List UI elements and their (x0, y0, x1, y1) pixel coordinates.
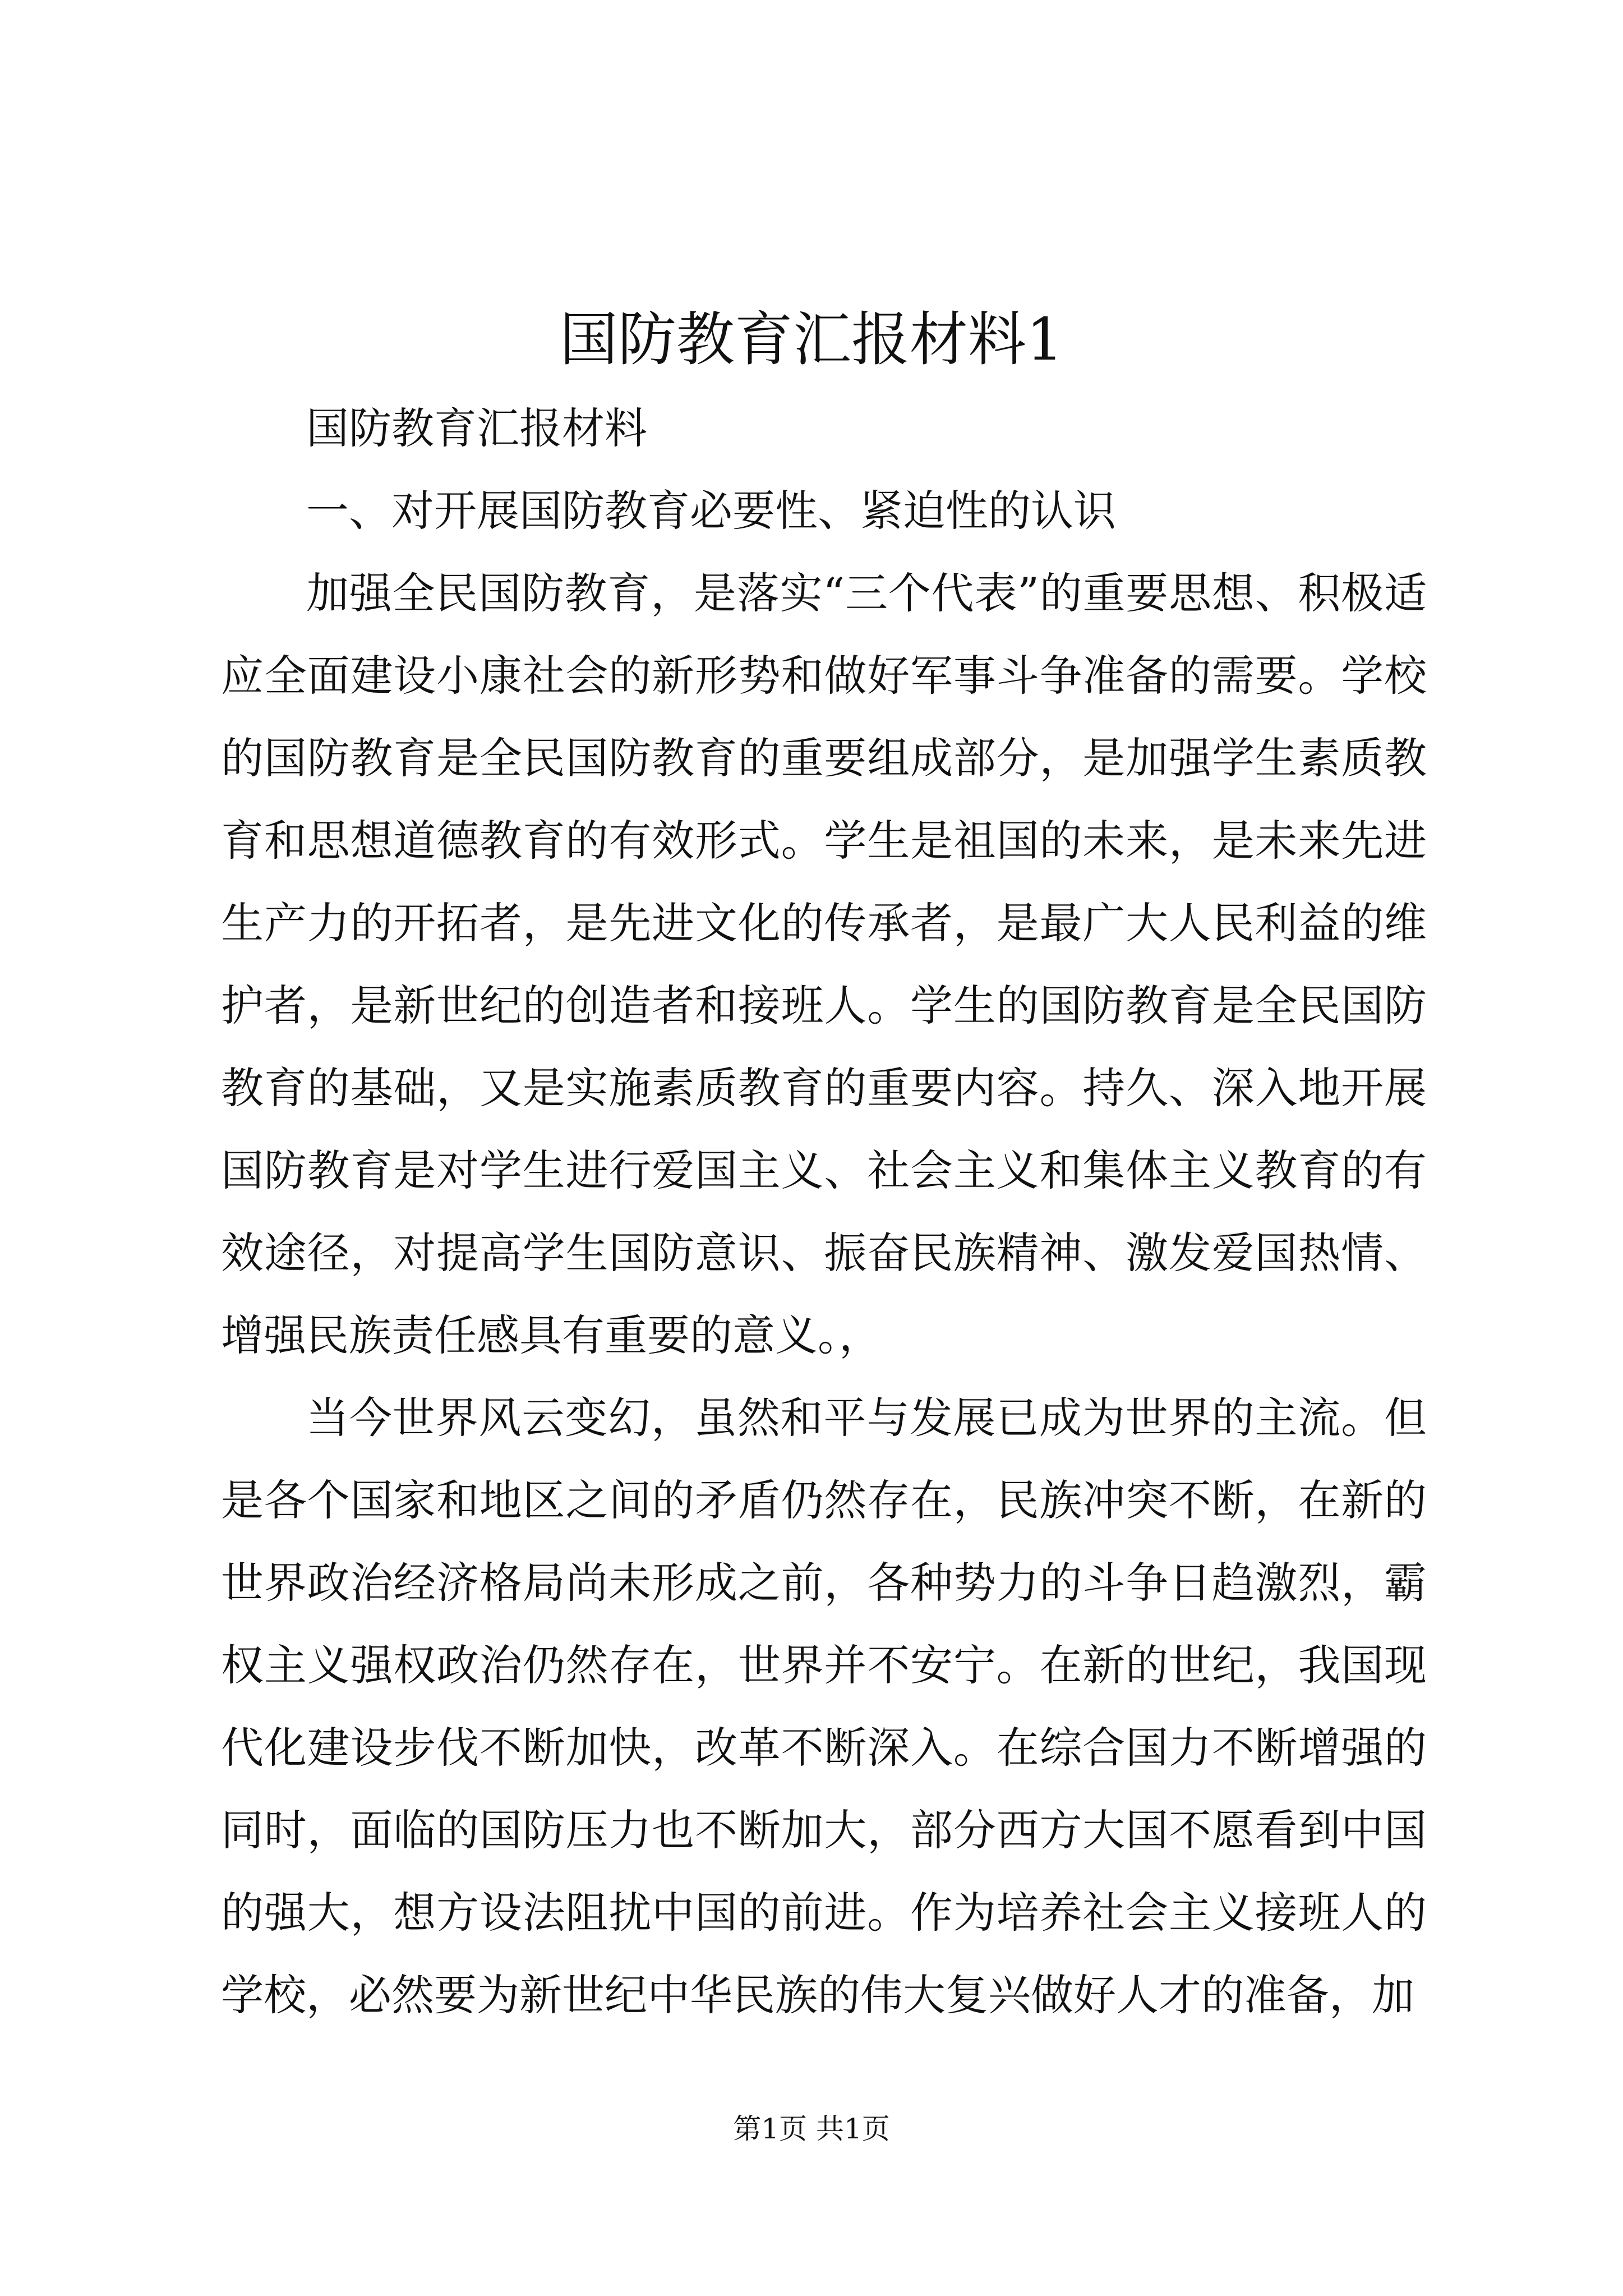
body-paragraph: 当今世界风云变幻，虽然和平与发展已成为世界的主流。但是各个国家和地区之间的矛盾仍然存在，民族冲突不断，在新的世界政治经济格局尚未形成之前，各种势力的斗争日趋激烈，霸权主义强权政治仍然存在，世界并不安宁。在新的世纪，我国现代化建设步伐不断加快，改革不断深入。在综合国力不断增强的同时，面临的国防压力也不断加大，部分西方大国不愿看到中国的强大，想方设法阻扰中国的前进。作为培养社会主义接班人的学校，必然要为新世纪中华民族的伟大复兴做好人才的准备，加 (221, 1393, 1427, 2020)
subtitle-paragraph: 国防教育汇报材料 (306, 403, 647, 453)
document-body (221, 387, 1427, 2036)
page-footer: 第1页 共1页 (733, 2113, 890, 2145)
document-title: 国防教育汇报材料1 (559, 305, 1064, 374)
section-heading: 一、对开展国防教育必要性、紧迫性的认识 (306, 486, 1116, 536)
body-paragraph: 加强全民国防教育，是落实“三个代表”的重要思想、积极适应全面建设小康社会的新形势和做好军事斗争准备的需要。学校的国防教育是全民国防教育的重要组成部分，是加强学生素质教育和思想道德教育的有效形式。学生是祖国的未来，是未来先进生产力的开拓者，是先进文化的传承者，是最广大人民利益的维护者，是新世纪的创造者和接班人。学生的国防教育是全民国防教育的基础，又是实施素质教育的重要内容。持久、深入地开展国防教育是对学生进行爱国主义、社会主义和集体主义教育的有效途径，对提高学生国防意识、振奋民族精神、激发爱国热情、增强民族责任感具有重要的意义。， (221, 568, 1427, 1360)
